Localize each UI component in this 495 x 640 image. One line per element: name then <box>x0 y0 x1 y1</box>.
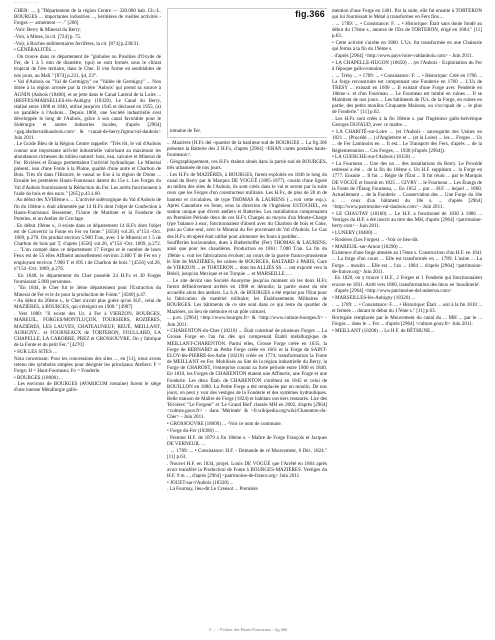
paragraph: . Les environs de BOURGES (AVARICUM romaine) furent le siège d'une intense Métallurgie gallo- <box>14 381 161 394</box>
paragraph: • CHARENTON-du-Cher (18210) ... Était constitué de plusieurs Forges ... La Grosse Forge en l'an fut dès qui comprenait Établi métallurgique de MEILLANT-CHARENTON. Parmi elles, Grosse Forge créée en 1635, la Forge de BERNARD au Petite Forge créée en 1661 et la Forge de SAINT-ELOY-lès-PIERRE-les-Aube (18210) créée en 1774, transformation la Fonte de MEILLANT en Fer. Mobilisés au Site de la région industrielle du Berry, la Forge de CHAROST, l'entreprise connut sa forte période entre 1800 et 1840. En 1810, les Forges de CHARENTON étaient une Affinerie, une Forge et une Fonderie. Les deux Étab. de CHARENTON s'arrêtent en 1845 et celui de ROUILLON en 1880. La Petite Forge a été remplacée par un moulin. De nos jours, on peut y voir des vestiges de la Fonderie et des systèmes hydrauliques. Belle maison de Maître de Forge (1824) et habitats ouvriers restaurés. Lire des 'Rivières' "Le Forgeur" et 'Le Grand Bief' classés MH en 2002, d'après [2964] <culture.gouv.fr> - dans 'Mérimée' & <fr.wikipedia.org/wiki/Charenton-du-Cher> - Juin 2011. <box>167 328 327 421</box>
paragraph: . → 1789: ... • Consistance: F. ... • Historique: Était sans doute fondé au début du 17ème s., annexe de l'Ets de TORTERON, érigé en 1684." [11] p.63. <box>332 20 482 40</box>
paragraph: -Voir, à Roches sédimentaires ferrifères, la cit. [874] p.230/31. <box>14 40 140 47</box>
paragraph: ... p.ex. [2964] <http://www.bourges.fr> & <http://www.culture-bourges.fr> - Juin 2011. <box>167 315 327 328</box>
page-footer: © ... - Fichier des Hauts-Fourneaux - fig.366 <box>208 627 288 632</box>
paragraph: . "En 1844, le Cher fut le 3ème département pour l'Extraction du Minerai de Fer et le 4e pour la production de Fonte." [4560] p.47. <box>14 285 161 298</box>
paragraph: • Au début du 20ème s., le Cher n'avait plus guère qu'un H.F., celui de MAZIÈRES, à BOURGES, qui s'éteignit en 1908." [4907] <box>14 298 161 311</box>
paragraph: Souffleries horizontales, dues à Rieberhoffer (Fer) THOMAS & LAURENS, ainsi que pour les chaudières. Production en 1861: 7.000 T/an. La fin du 19ème s. voit les fabrications évoluer; au cours de la guerre franco-prussienne le Site de MAZIÈRES, les usines de BOURGES, BALTARD à PARIS, Gare de VIERZON ... et TORTERON ... dont les ALLIÉS SS. ... ont exporté vers la Brésil, jusqu'au Mexique et en Turquie ... et MARSEILLE ... . <box>167 240 327 278</box>
paragraph: . Premier H.F. de 1879 à fin 18ème s. - Maître de Forge François et Jacques DE VERNEUIL ... <box>167 434 327 447</box>
paragraph: • Forge du-Fer (18380) ... <box>167 427 219 434</box>
paragraph: • JOUET-sur-l'Aubois (18320) ... <box>167 479 234 486</box>
paragraph: • MEILLANT (18200) ... Le H.F. de BÉTHUNE... <box>332 327 435 334</box>
paragraph: . Au début des XVIIIème s. ... L'activité sidérurgique du Val d'Aubois de fin du 18ème s. était alimentée par 14 H.Fx dont l'objet de Confection à Hauts-Fourneaux Bessemer, l'Usine de Martinet et la Fonderie de Poteries, et un Atelier de Cerclage. <box>14 197 161 222</box>
figure-box <box>167 8 327 138</box>
paragraph: . Les H.Fx de MAZIÈRES, à BOURGES, furent exploités en 1846 le long du canal du Berry par le Marquis DE VOGÜÉ (1805-1877), cousin d'une lignée au milieu des sites de l'Aubois, ils sont créés dans le val et seront par la suite ceux que les Forges d'un constructeur militaire. Les H.Fx, de plus de 20 m de hauteur et circulaires, de type THOMAS & LAURENS (→voir cette exp.). Après Cannelure en fonte, sous la direction de l'Ingénieur ESTOCHEL, en station unique que divers ateliers et Batteries. Les installations comprenaient en Première Période deux de ces H.Fx Chargés au moyen d'un Monte-Charge type 'balance à eau', fonctionnaient d'abord avec du Charbon de bois et Coke, puis au Coke seul, avec le Minerai du Fer provenant du Val d'Aubois. Le Gaz des H.Fx récupéré était utilisé pour alimenter les fours à puddler... <box>167 171 327 240</box>
paragraph: • La Fourneau ... Une des un ... des installations du Berry. Le Procédé redressé a été ... de la fin du 18ème s. Un H.F. suppléant ... la Forge en 1777. Ensuite ... Il fut ... Régie de l'État ... Il fut réuni ... par le Marquis DE VOGÜÉ et fournit en 1825 ... GIVRY ... le Fourneau ... Les Étangs de la Fonte de l'Étang Fourneau, ... En 1852 ... par ... H.F. ... lequel ... 1860. Actuellement ... de la Fonderie ... Conservation des ... Une Forge du 18e s. ... ceux d'un bâtiment du 18e s. ... d'après [2964] <http://www.patrimoine-val-daubois.com> - Juin 2011. <box>332 161 482 211</box>
paragraph: . Les H.Fx sont créés à la fin 18ème s. par l'Ingénieur gallo-helvétique Georges DUFAUD, avec ce maître ... <box>332 116 482 129</box>
paragraph: • BOURGES (18000) ... <box>14 374 63 381</box>
paragraph: • LA GUERCHE-sur-l'Aubois (18150) ... <box>332 154 416 161</box>
paragraph: . En début 19ème s., il existe dans ce département 14 H.Fx dont l'objet est de Convertir la Fonte en Fer en fonte." [4556] vol.26, n°154 -Oct. 1809, p.270. On produit environ 5.900 T/an, avec 3 le Minerai et 1 5 de Charbon de bois par T, d'après [4556] vol.26, n°154 -Oct. 1809, p.272. ... "L'un compté dans ce département 17 Forges et le nombre de leurs Feux est de 55 elles Affinent annuellement environ 2.400 T de Fer en y employant environ 7.900 T et 695 t de Charbon de bois." [4556] vol.26, n°154 -Oct. 1809, p.276. <box>14 222 161 272</box>
paragraph: . d'après [2964] <http://www.patrimoine-del-auberon.com> <box>332 288 452 295</box>
paragraph: -Voir, à Mines, la cit. [724] p. 75. <box>14 33 82 40</box>
column-middle-text <box>167 140 327 492</box>
paragraph: . On trouve dans ce département de "globules ou Pisolites d'Oxyde de Fer, de 1 à 5 mm de diamètre, (qui) se sont formés sous le climat tropical de l'ère tertiaire, dans le Cher. Il s'en forme en semblables de nos jours, au Mali." [874] p.231, §4, 23°. <box>14 54 161 79</box>
paragraph: . En 1820, on y trouve 1 H.F., 2 Forges et 1 Fenderie qui fonctionnaient encore en 1831. Arrêt vers 1860, transformation des lieux en 'moulinerie'. <box>332 275 482 288</box>
paragraph: . → 1789: ... • Consistance: H.F. - Demande de ré Mouvement, 6 Déc. 1824." [11] p.63. <box>167 447 327 460</box>
paragraph: . Le Guide Bleu de la Région Centre rappelle: "Très tôt, le val d'Aubois connut une importante activité industrielle valorisant au maximum les abondances richesses du milieu naturel: bois, eau, calcaire et Minerai de Fer. Rivières et Étangs permettaient l'activité hydraulique. Le Minerai présent, issu d'une Fonte à la Plaine, qualité d'une autre et Charbon de Bois. Très tôt dans l'Histoire, le vassal se fixe à la région de Dome ... Ensuite les premières Hauts-Fourneaux datent du 15e s. Les Forges du Val d'Aubois fournissaient la Réduction du Fer. Les arrêts fonctionnent à l'aide du bois et des eaux." [265] p.43 à 60. <box>14 141 161 197</box>
top-header-strip: ... ... ... ... ... <box>14 0 38 5</box>
paragraph: . d'après [2964] <http://www.pays-loire-valdaubois.com> - Juin 2011. <box>332 52 473 59</box>
paragraph: ... Mazières (H.Fx del -quartier de la banlieue sud de BOURGES ... La fig.366 présente la Batterie des 2 H.Fx, d'après [2964] <ERAN cartes postales hauts-fourneaux>. <box>167 140 327 159</box>
paragraph: . En 1848, le département du Cher possède 24 H.Fx et 30 Forges fournissant 5.000 personnes. <box>14 272 161 285</box>
paragraph: • SUR LES SITES ... <box>14 348 57 355</box>
paragraph: • LA CHARITÉ-sur-Loire ... (et l'Aubois - sauvegarde des Usines en 1821 ... (Procédé ... ) d'Angleterre et ... (et la Loire) ... les ... Forges ... Us ... de Fer Laminoirs en ... Il est... Le Transport des Fers, d'après ... de la Réglementation ... Ces Forges, ... 1930 (d'après [2964]). <box>332 129 482 154</box>
paragraph: • LUNERY (18400) ... <box>332 230 378 236</box>
paragraph: • LE CHAUTAY (18160) ... Le H.F. a fonctionné de 1830 à 1886 ... Vestiges du H.F. a été inscrit au titre des MH, d'après [2964] <patrimoine-berry.com> - Juin 2011. <box>332 210 482 230</box>
paragraph: -Voir: Berry & Mineral du Berry. <box>14 27 81 34</box>
column-right <box>332 8 482 618</box>
paragraph: • Cette activité s'arrête en 1860. L'Us. fut transformée en une Chaiserie qui ferma à la fin du 19ème s. <box>332 39 482 53</box>
paragraph: . Géographiquement, ces H.Fx étaient situés dans la partie sud de BOURGES, très urbanisée de nos jours. <box>167 159 327 172</box>
figure-caption: tomaine de Fer. <box>170 128 201 134</box>
paragraph: . Vers 1880: "Il existe des Uz. à Fer à VIERZON, BOURGES, MAREUIL, FORGES/MONTLUÇON, TOURSIERS, ROZIÈRES, MAZIÈRES, LES LAUVES, CHATEAUNEUF, REUÉ, MEILLANT, AUBIGNY... et FOURNEAUX de TORTERON, FOULLARD, LA CHAPELLE, LA CAROBRE, PREZ et GROSSOUVRE. On y fabrique de la Fonte et du petit Fer." [4270] <box>14 311 161 348</box>
paragraph: . → 1789: ... • Consistance: F. ... • Historique: Était ... soit à la fin 1810 ... et fermée ... durant le début du 17ème s." [11] p.63. <box>332 301 482 315</box>
paragraph: • Rosières (Les Forges) ... -Voir ce lieu-dit. <box>332 236 419 243</box>
figure-label: fig.366 <box>295 9 325 19</box>
column-middle <box>167 8 327 618</box>
paragraph: • GROSSOUVRE (18600) ... -Voir ce nom de commune. <box>167 421 282 428</box>
paragraph: . Nouvel H.F. en 1834, projet. Louis DE VOGÜÉ que l'Arrêté en 1864 après avoir transféré la Production de Fonte à BOURGES-MAZIÈRES. Vestiges du H.F. 9 m ..., d'après [2964] <patrimoine-de-france.org> Juin 2011. <box>167 460 327 479</box>
paragraph: Borregale remplacée par le Mouvement du canal du ... MH ... par le ... Forges ... dans le ... Fer ... d'après [2964] <culture.gouv.fr> Juin 2011. <box>332 314 482 327</box>
column-left <box>14 8 161 618</box>
paragraph: Existence d'une forge attestée au 17ème s. Construction d'un H.F. en 1641 ... La forge d'un cours ... Elle est transformée en ... 1789. L'usine ... La Forge ... moulin ... Elle est ... l'an ... 1884 ... d'après [2964] <patrimoine-de-france.org> Juin 2011. <box>332 250 482 275</box>
paragraph: . → Trésy ... • 1789: ... • Consistance: F. ... • Historique: Créé en 1706 ... La forge reconstruite est comprenant une Fonderie en 1760 ... L'Us de TRESY ... existait en 1600 ... Il existait d'une Forge avec Fenderie en 18ème s. et d'un Fourneau ... Le Fourneau est tombé en ruines ... Il se Maintient de nos jours ... Les bâtiments de l'Us. de la Forge, en ruines en partie, des petits moulins Cinquante Maisons, ou s'occupait de ... le plus de Fonderie." [11] p.62. <box>332 72 482 116</box>
paragraph: • LA CHAPELLE-HUGON (18650) ... (et l'Aubois - Exploitation du Fer à l'époque gallo-romaine. <box>332 59 482 72</box>
paragraph: mention d'une Forge en 1401. Par la suite, elle fut ensuite à TORTERON qui lui fournissait le Métal à transformer en Fers fins ... <box>332 8 482 21</box>
paragraph: Nota concernant: Pour les concessions des sites ..., en [11], nous avons retenu des symboles simples pour désigner les principaux Ateliers: F = Forge; H = Haut-Fourneau; Fo = Fonderie. <box>14 355 161 374</box>
paragraph: . La Fournay, lieu-dit Le Creusot ... Première <box>167 486 258 493</box>
paragraph: • GÉNÉRALITÉS ... <box>14 47 57 54</box>
paragraph: • Val d'Aubois ou "Val de Germigny" ou "Vallée de Germigny" ... Non dotée à la région arrosée par la rivière 'Aubois' qui prend sa source à AGNIN (Aubois (18400), et se jette dans le Canal Latéral de la Loire ... (BEFFES/MARSELLES-lès-Aubigny (18320). Le Canal du Berry, réalisé entre 1808 et 1840, utilisé jusqu'en 1945 et déclassé en 1955, (a) un parallèle à l'Aubois... Depuis 1860, une Société industrielle s'est développée le long de l'Aubois, grâce à son canal favorable pour le Sidérurgie et autres industries locales, d'après [2964] <gag.idsduevalduaubois.com> & <canal-de-berry.frgmu/val-daubois> Juin 2011. <box>14 79 161 141</box>
paragraph: ... Le site devint une Société Anonyme jusqu'au moment où les deux H.Fx furent définitivement arrêtés en 1908 et démolis; la partie ouest du site accueille alors des ateliers. La S.A. de BOURGES a été reprise par l'Etat pour la fabrication de matériel militaire; les Établissements Militaires de BOURGES. Les bâtiments de ce site sont dans ce qui reste du quartier de Mazières, un lieu de mémoire et un pôle culturel. <box>167 277 327 315</box>
paragraph: • MARSEILLES-lès-Aubigny (18320) ... <box>332 295 416 302</box>
paragraph: • MAREUIL-sur-Arnon (18290) ... <box>332 243 403 250</box>
paragraph: CHER: ..., § "Département de la région Centre — 320.000 hab. Ch.-L. BOURGES ... importantes industries ..., héritières de vieilles activités -Forges — armement — ." [206] <box>14 8 161 27</box>
